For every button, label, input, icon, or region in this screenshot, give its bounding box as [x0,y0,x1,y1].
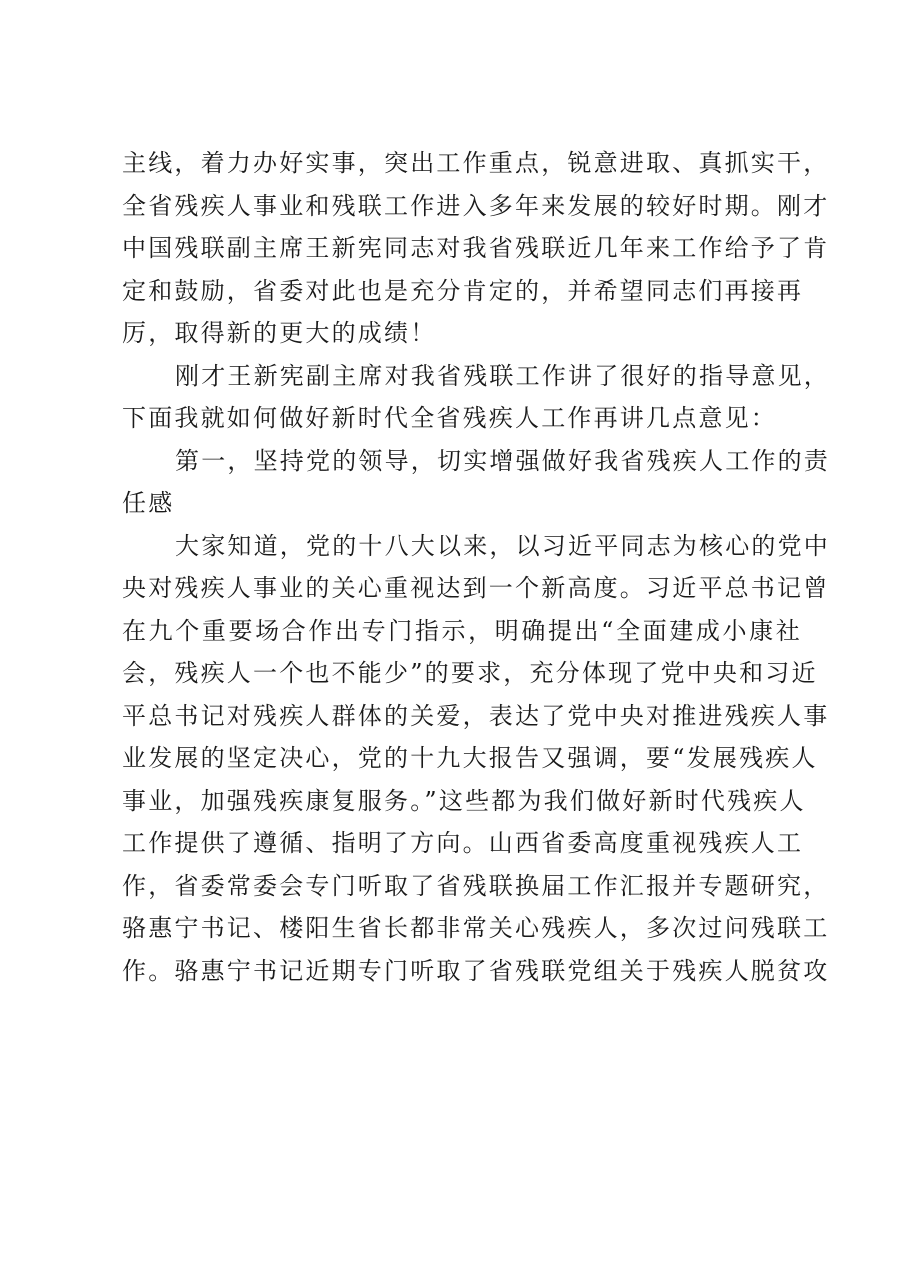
document-body [122,142,830,992]
paragraph [122,355,830,440]
paragraph [122,525,830,993]
paragraph-line: 会，残疾人一个也不能少”的要求，充分体现了党中央和习近 [122,659,818,687]
paragraph-line: 事业，加强残疾康复服务。”这些都为我们做好新时代残疾人 [122,786,806,815]
paragraph-line: 作，省委常委会专门听取了省残联换届工作汇报并专题研究， [122,871,830,900]
paragraph-line: 在九个重要场合作出专门指示，明确提出“全面建成小康社 [122,616,802,645]
paragraph-line: 大家知道，党的十八大以来，以习近平同志为核心的党中 [175,531,830,560]
paragraph-line: 中国残联副主席王新宪同志对我省残联近几年来工作给予了肯 [122,234,830,262]
paragraph-line: 平总书记对残疾人群体的关爱，表达了党中央对推进残疾人事 [122,701,830,730]
paragraph-line: 骆惠宁书记、楼阳生省长都非常关心残疾人，多次过问残联工 [122,914,830,942]
paragraph-line: 央对残疾人事业的关心重视达到一个新高度。习近平总书记曾 [122,574,830,602]
paragraph-line: 业发展的坚定决心，党的十九大报告又强调，要“发展残疾人 [122,744,818,772]
paragraph [122,440,830,525]
paragraph-line: 刚才王新宪副主席对我省残联工作讲了很好的指导意见， [175,361,830,390]
paragraph-line: 作。骆惠宁书记近期专门听取了省残联党组关于残疾人脱贫攻 [122,956,830,985]
paragraph-line: 下面我就如何做好新时代全省残疾人工作再讲几点意见： [122,404,777,432]
paragraph-line: 厉，取得新的更大的成绩！ [122,319,437,347]
paragraph-line: 主线，着力办好实事，突出工作重点，锐意进取、真抓实干， [122,149,830,177]
paragraph-line: 第一，坚持党的领导，切实增强做好我省残疾人工作的责 [175,446,830,475]
paragraph [122,142,830,355]
paragraph-line: 工作提供了遵循、指明了方向。山西省委高度重视残疾人工 [122,829,804,857]
paragraph-line: 全省残疾人事业和残联工作进入多年来发展的较好时期。刚才 [122,191,830,220]
paragraph-line: 任感 [122,489,175,517]
paragraph-line: 定和鼓励，省委对此也是充分肯定的，并希望同志们再接再 [122,276,804,305]
